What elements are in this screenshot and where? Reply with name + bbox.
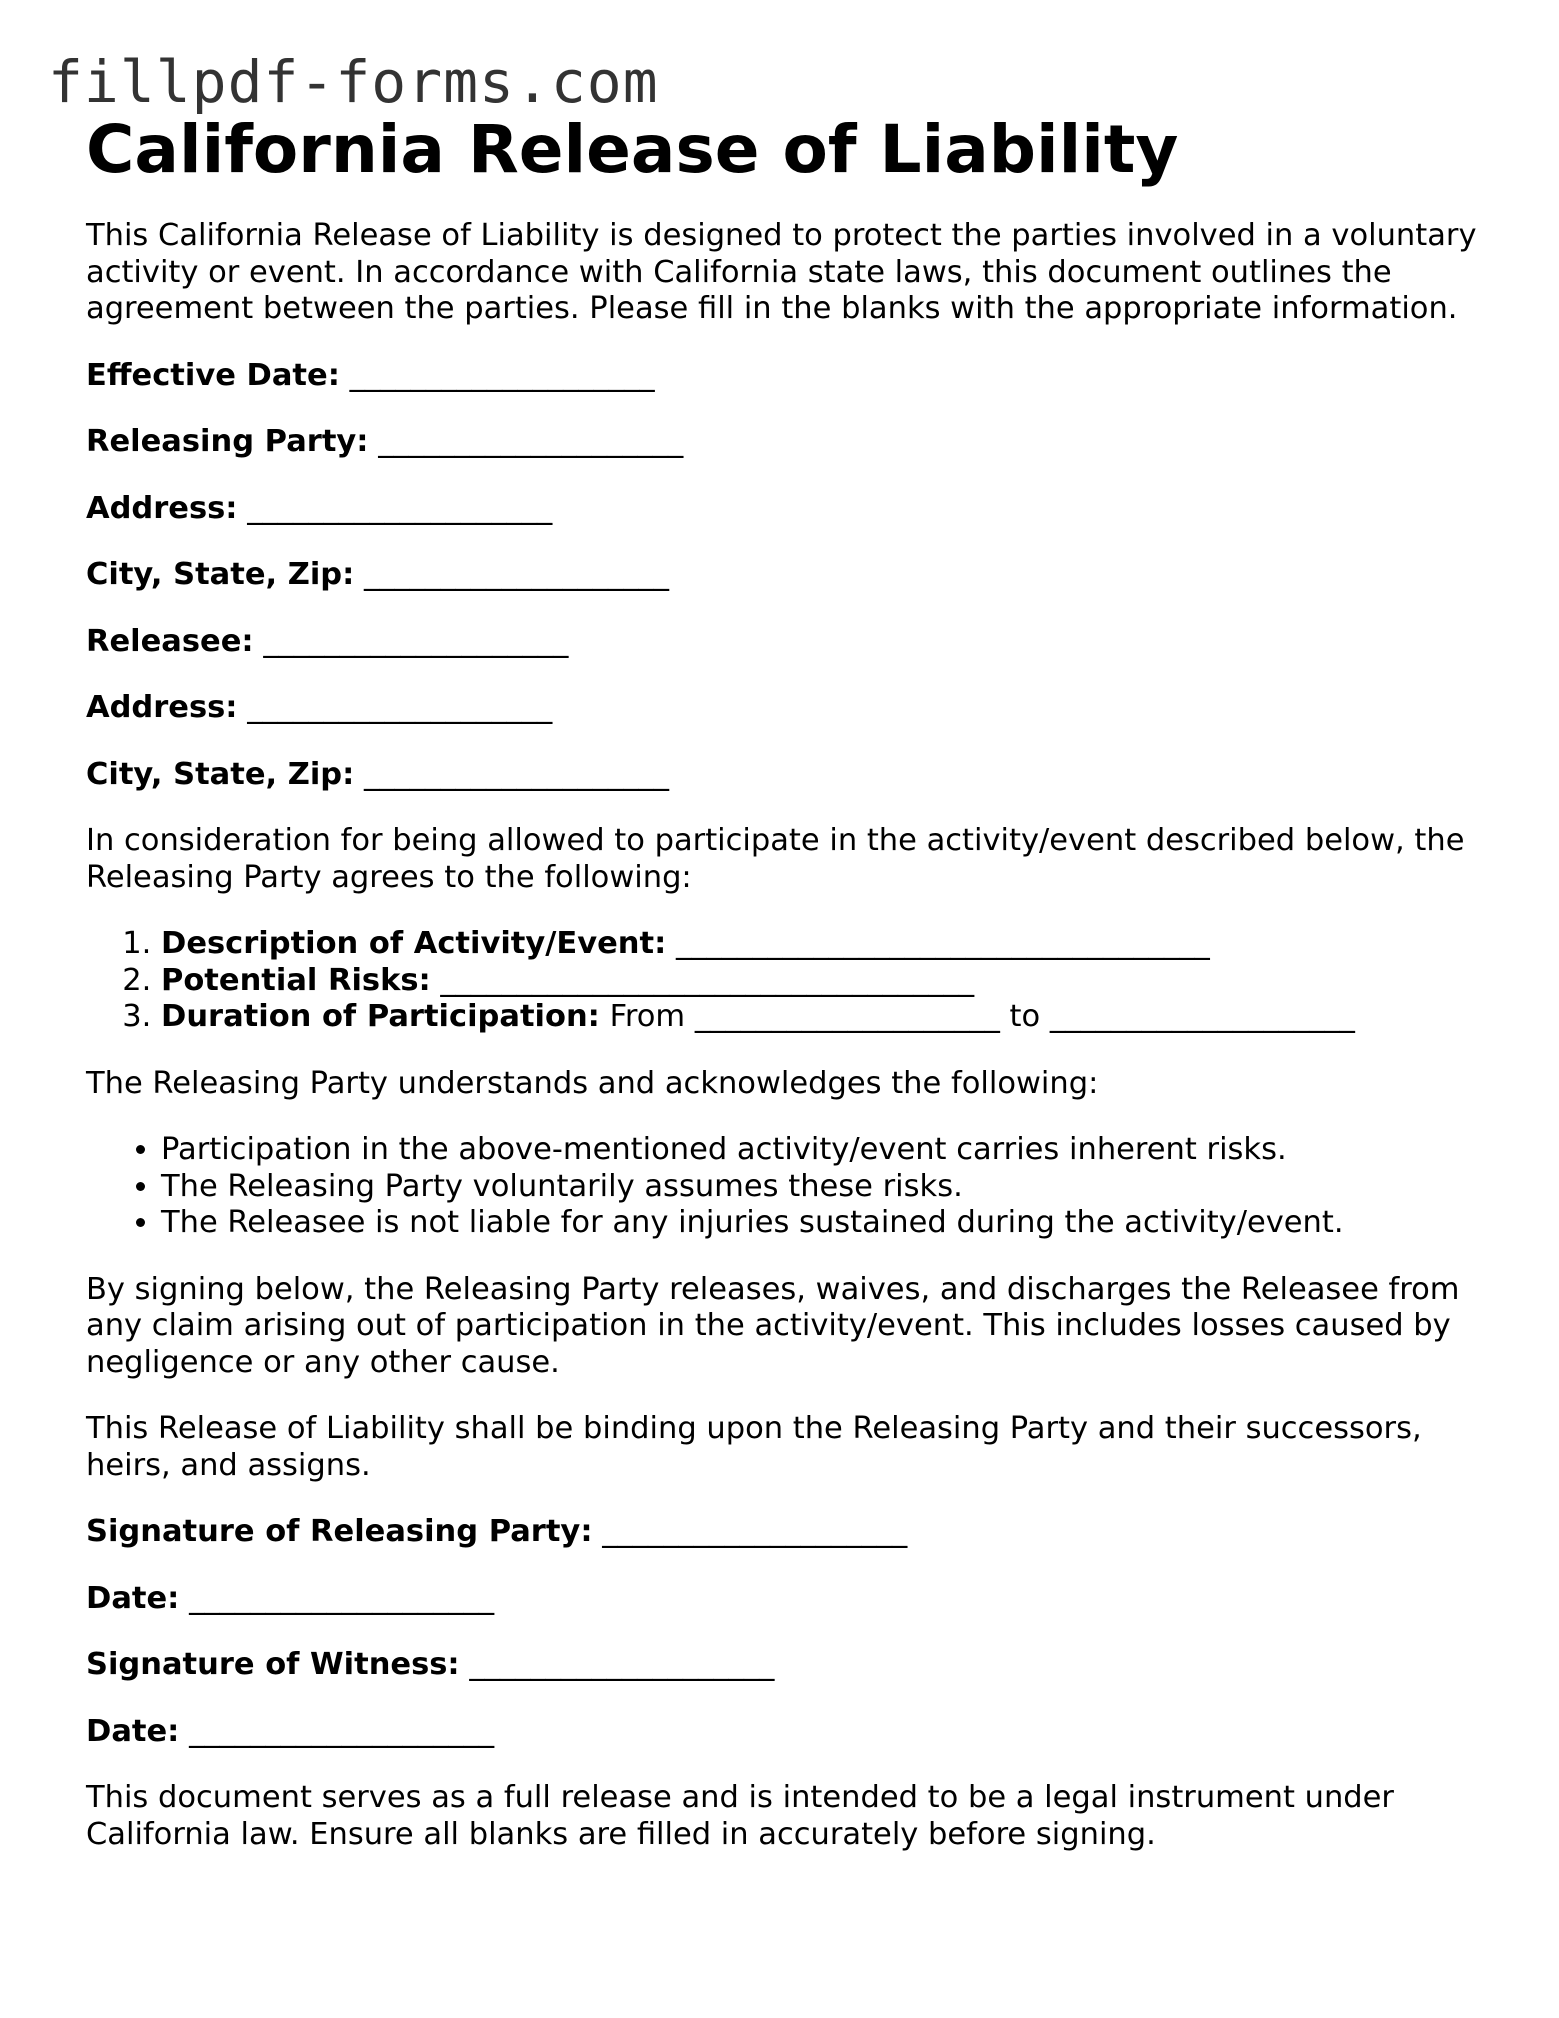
numbered-list — [86, 926, 1486, 1036]
binding-paragraph: This Release of Liability shall be binding upon the Releasing Party and their successors, heirs, and assigns. — [86, 1411, 1422, 1483]
field-label: Address: — [86, 490, 238, 526]
closing-paragraph: This document serves as a full release and is intended to be a legal instrument under California law. Ensure all blanks are filled in accurately before signing. — [86, 1780, 1394, 1852]
item-label: Potential Risks: — [161, 962, 431, 998]
field-blank[interactable]: ____________________ — [247, 490, 553, 526]
bullet-item: • The Releasee is not liable for any injuries sustained during the activity/event. — [161, 1205, 1486, 1242]
list-item[interactable] — [161, 963, 1486, 1000]
list-item[interactable] — [161, 926, 1486, 963]
field-signature-releasing-party[interactable] — [86, 1514, 1486, 1551]
field-releasing-party-city-state-zip[interactable] — [86, 557, 1486, 594]
document-page — [86, 108, 1486, 1853]
field-label: Date: — [86, 1713, 180, 1749]
consideration-paragraph: In consideration for being allowed to participate in the activity/event described below, the Releasing Party agrees to the following: — [86, 823, 1465, 895]
field-label: Signature of Releasing Party: — [86, 1514, 593, 1549]
field-releasee-address[interactable] — [86, 690, 1486, 727]
watermark: fillpdf-forms.com — [48, 48, 659, 116]
field-blank[interactable]: ____________________ — [602, 1514, 908, 1549]
bullet-list — [86, 1132, 1486, 1242]
field-label: City, State, Zip: — [86, 557, 355, 592]
bullet-item: • The Releasing Party voluntarily assumes these risks. — [161, 1169, 1486, 1206]
field-date-witness[interactable] — [86, 1714, 1486, 1751]
item-label: Description of Activity/Event: — [161, 926, 667, 961]
field-blank[interactable]: ____________________ — [189, 1580, 495, 1616]
field-label: Releasee: — [86, 623, 254, 659]
field-label: Date: — [86, 1580, 180, 1616]
field-label: City, State, Zip: — [86, 756, 355, 792]
intro-paragraph: This California Release of Liability is designed to protect the parties involved in a voluntary activity or event. In accordance with California state laws, this document outlines the agreement between the parties. Please fill in the blanks with the appropriate information. — [86, 218, 1477, 326]
field-releasing-party-address[interactable] — [86, 491, 1486, 528]
release-paragraph: By signing below, the Releasing Party releases, waives, and discharges the Releasee from any claim arising out of participation in the activity/event. This includes losses caused by negligence or any other cause. — [86, 1271, 1460, 1380]
field-releasing-party[interactable] — [86, 424, 1486, 461]
field-blank[interactable]: ____________________ — [349, 357, 655, 393]
item-blank[interactable]: From ____________________ to ____________________ — [609, 999, 1355, 1034]
item-blank[interactable]: ___________________________________ — [675, 926, 1210, 961]
field-releasee[interactable] — [86, 624, 1486, 661]
field-date-releasing-party[interactable] — [86, 1581, 1486, 1618]
field-effective-date[interactable] — [86, 358, 1486, 395]
item-label: Duration of Participation: — [161, 999, 600, 1034]
field-blank[interactable]: ____________________ — [189, 1713, 495, 1749]
field-blank[interactable]: ____________________ — [469, 1647, 775, 1682]
bullet-item: • Participation in the above-mentioned activity/event carries inherent risks. — [161, 1132, 1486, 1169]
item-blank[interactable]: ___________________________________ — [440, 962, 975, 998]
field-signature-witness[interactable] — [86, 1647, 1486, 1684]
field-label: Releasing Party: — [86, 424, 369, 459]
list-item[interactable] — [161, 999, 1486, 1036]
field-blank[interactable]: ____________________ — [247, 690, 553, 725]
field-label: Effective Date: — [86, 357, 340, 393]
acknowledge-paragraph: The Releasing Party understands and acknowledges the following: — [86, 1065, 1099, 1101]
field-blank[interactable]: ____________________ — [378, 424, 684, 459]
field-blank[interactable]: ____________________ — [364, 756, 670, 792]
field-label: Signature of Witness: — [86, 1647, 460, 1682]
document-title: California Release of Liability — [86, 111, 1179, 188]
field-releasee-city-state-zip[interactable] — [86, 757, 1486, 794]
field-blank[interactable]: ____________________ — [263, 623, 569, 659]
field-label: Address: — [86, 690, 238, 725]
field-blank[interactable]: ____________________ — [364, 557, 670, 592]
